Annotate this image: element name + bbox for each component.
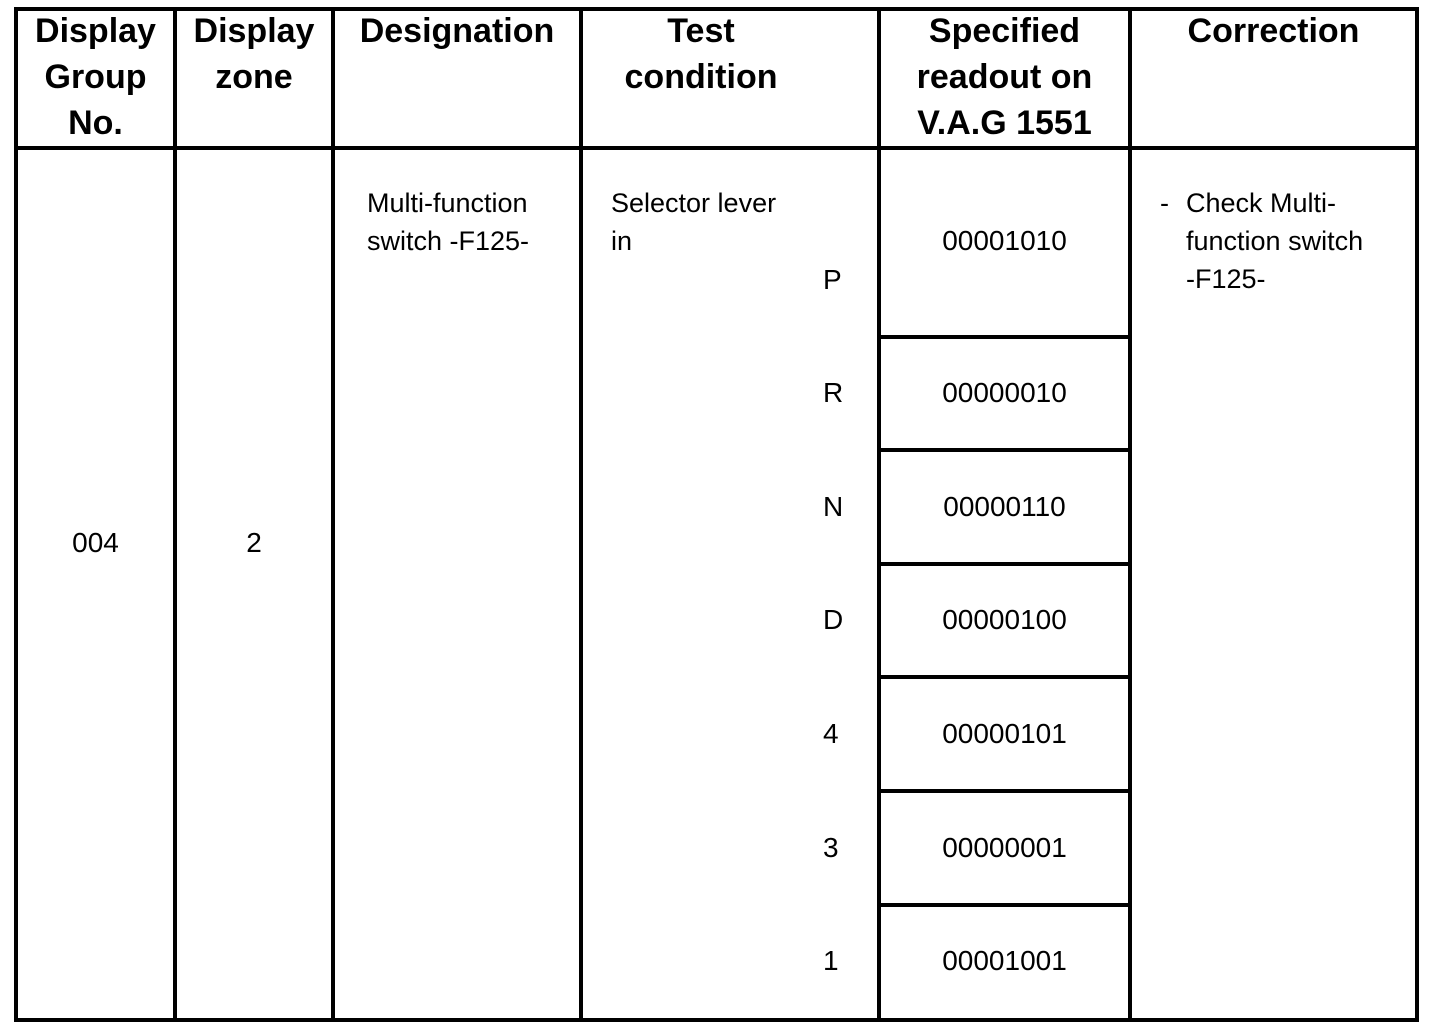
correction-text [1186,184,1411,298]
col-divider [331,7,335,1022]
header-line: Designation [359,12,555,50]
header-specified-readout [881,8,1128,146]
readout-value: 00000001 [942,832,1067,863]
header-line: Specified [928,12,1081,50]
correction-line: Check Multi- [1186,188,1337,218]
header-line: readout on [916,58,1093,96]
row-divider [879,562,1130,566]
designation-text [367,184,579,260]
selector-position: 3 [823,832,839,863]
group-number: 004 [72,527,119,558]
readout-value: 00000100 [942,604,1067,635]
selector-position: 4 [823,718,839,749]
test-condition-text [611,184,851,260]
header-correction [1132,8,1415,54]
col-divider [579,7,583,1022]
selector-position: P [823,264,842,295]
header-line: zone [215,58,293,96]
correction-line: function switch [1186,226,1364,256]
selector-position: N [823,491,844,522]
row-divider [879,903,1130,907]
row-divider [879,448,1130,452]
correction-bullet: - [1160,188,1169,218]
header-line: Display [193,12,315,50]
header-line: V.A.G 1551 [917,104,1092,142]
readout-value: 00000101 [942,718,1067,749]
header-line: Test [667,12,735,50]
header-line: Display [35,12,156,50]
row-divider [879,789,1130,793]
header-line: Correction [1187,12,1360,50]
selector-position: D [823,604,844,635]
readout-value: 00000110 [943,491,1066,522]
readout-value: 00001010 [942,225,1067,256]
zone-number: 2 [246,527,262,558]
table-border-left [14,7,18,1022]
header-display-zone [177,8,331,100]
correction-line: -F125- [1186,264,1266,294]
designation-line: switch -F125- [367,226,530,256]
row-divider [879,335,1130,339]
readout-value: 00000010 [942,377,1067,408]
header-test-condition [583,8,819,100]
col-divider [1128,7,1132,1022]
header-designation [335,8,579,54]
col-divider [173,7,177,1022]
test-condition-line: in [611,226,633,256]
selector-position: R [823,377,844,408]
readout-value: 00001001 [942,945,1067,976]
header-display-group [18,8,173,146]
table-border-bottom [14,1018,1419,1022]
row-divider [879,675,1130,679]
header-line: No. [68,104,123,142]
selector-position: 1 [823,945,839,976]
designation-line: Multi-function [367,188,528,218]
header-line: Group [44,58,147,96]
header-line: condition [624,58,778,96]
table-border-right [1415,7,1419,1022]
test-condition-line: Selector lever [611,188,777,218]
header-divider [14,146,1419,150]
